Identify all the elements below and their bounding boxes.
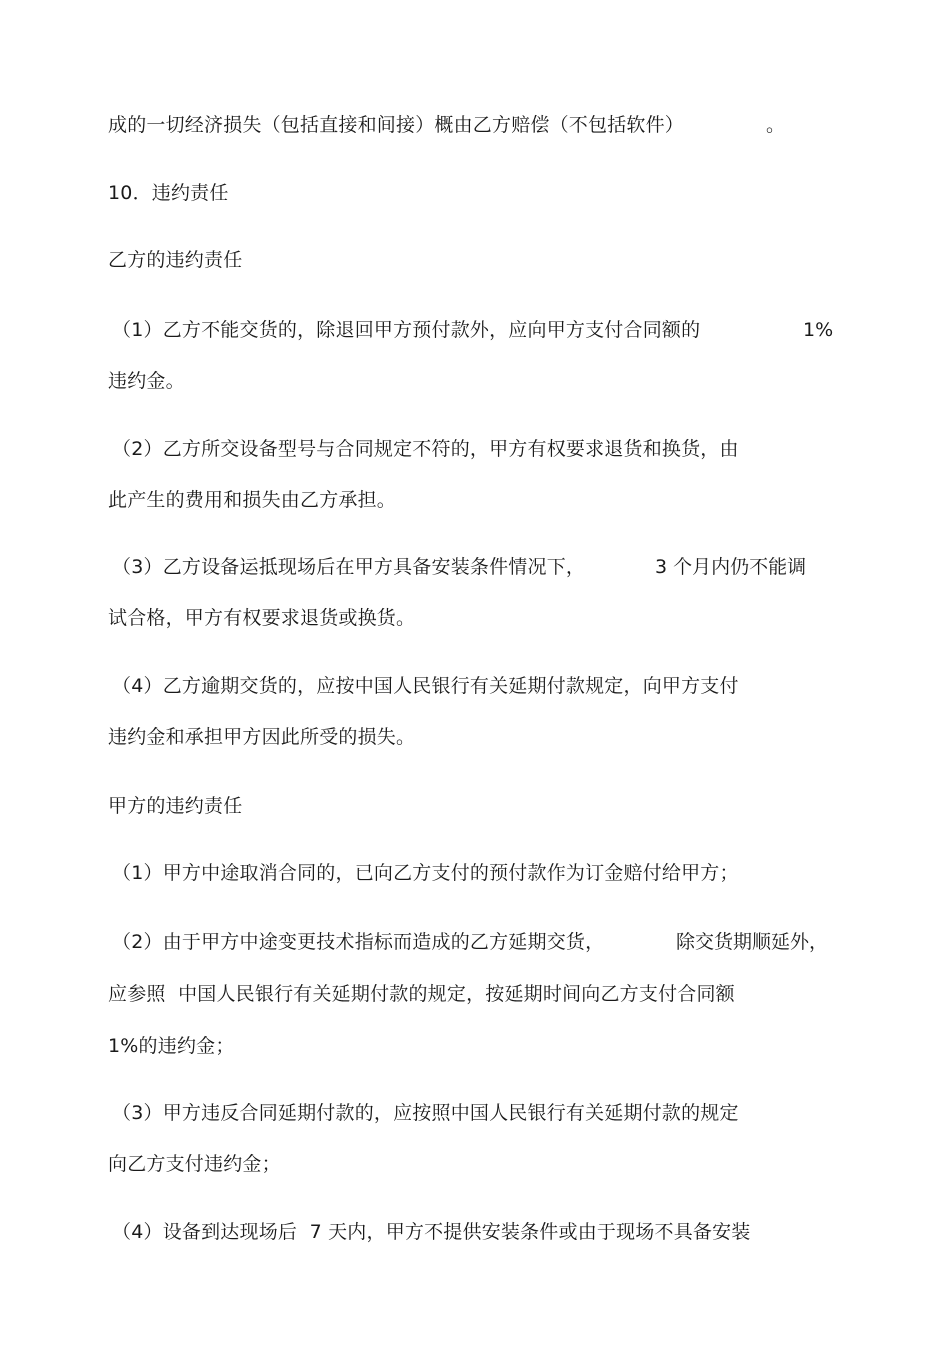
text-line: （4）乙方逾期交货的，应按中国人民银行有关延期付款规定，向甲方支付	[112, 675, 739, 697]
text-line: 试合格，甲方有权要求退货或换货。	[108, 607, 416, 629]
text-line: （3）甲方违反合同延期付款的，应按照中国人民银行有关延期付款的规定	[112, 1102, 739, 1124]
text-line: 此产生的费用和损失由乙方承担。	[108, 489, 397, 511]
text-line: （1）乙方不能交货的，除退回甲方预付款外，应向甲方支付合同额的	[112, 319, 701, 341]
text-line: （1）甲方中途取消合同的，已向乙方支付的预付款作为订金赔付给甲方；	[112, 862, 739, 884]
text-line: （2）乙方所交设备型号与合同规定不符的，甲方有权要求退货和换货，由	[112, 438, 739, 460]
text-line: 违约金和承担甲方因此所受的损失。	[108, 726, 416, 748]
text-line: 成的一切经济损失（包括直接和间接）概由乙方赔偿（不包括软件）	[108, 114, 685, 136]
text-line: （2）由于甲方中途变更技术指标而造成的乙方延期交货，	[112, 931, 605, 953]
text-line-end: 1%	[803, 319, 834, 341]
text-line-end: 。	[766, 114, 786, 136]
subsection-heading: 乙方的违约责任	[108, 249, 243, 271]
text-line-end: 3 个月内仍不能调	[655, 556, 807, 578]
section-heading: 10．违约责任	[108, 182, 229, 204]
text-line: （3）乙方设备运抵现场后在甲方具备安装条件情况下，	[112, 556, 586, 578]
text-line: 向乙方支付违约金；	[108, 1153, 281, 1175]
text-line: 1%的违约金；	[108, 1035, 235, 1057]
text-line: 违约金。	[108, 370, 185, 392]
text-line-end: 除交货期顺延外，	[676, 931, 829, 953]
subsection-heading: 甲方的违约责任	[108, 795, 243, 817]
text-line: （4）设备到达现场后 7 天内，甲方不提供安装条件或由于现场不具备安装	[112, 1221, 751, 1243]
text-line: 应参照 中国人民银行有关延期付款的规定，按延期时间向乙方支付合同额	[108, 983, 735, 1005]
